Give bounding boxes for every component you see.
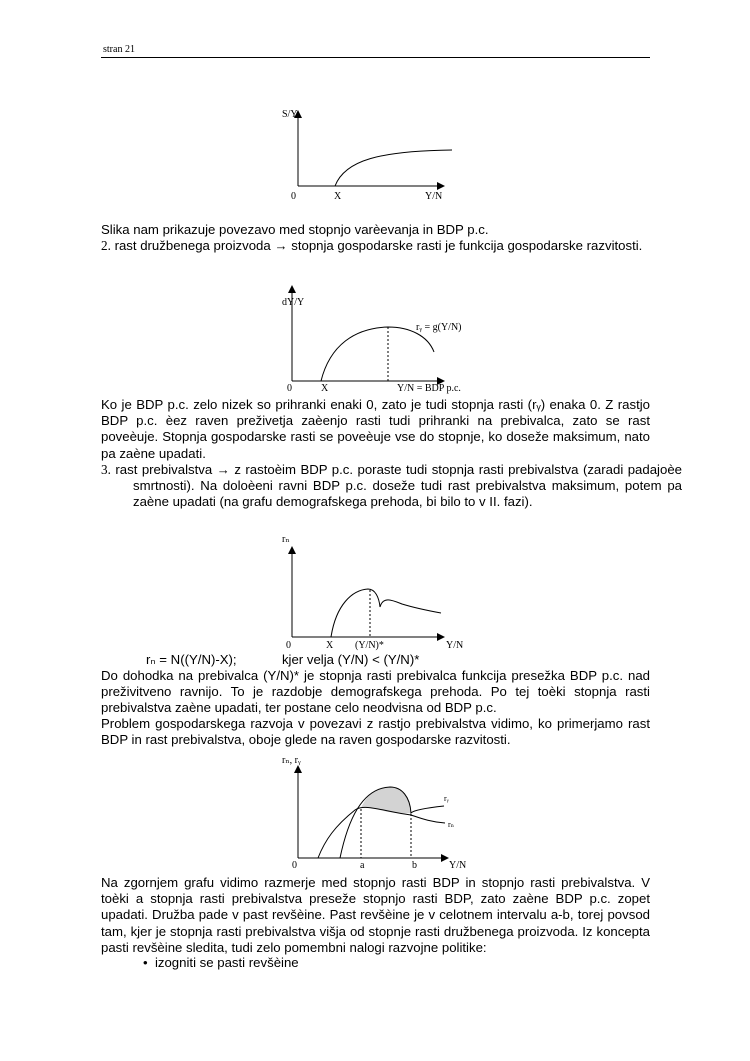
fig1-y-label: S/Y — [282, 109, 298, 120]
fig2-x-label: Y/N = BDP p.c. — [397, 383, 461, 394]
fig3-y-label: rₙ — [282, 534, 290, 545]
fig2-curve-label: rᵧ = g(Y/N) — [416, 322, 462, 333]
bullet-glyph: • — [143, 955, 155, 970]
fig4-rn-label: rₙ — [448, 820, 455, 829]
fig1-curve — [335, 150, 452, 186]
formula-left: rₙ = N((Y/N)-X); — [146, 652, 237, 667]
list-item-2-number: 2. — [101, 238, 111, 253]
bullet-item: izogniti se pasti revšèine — [154, 955, 299, 970]
fig3-x-star: (Y/N)* — [355, 640, 384, 651]
fig4-x-label: Y/N — [449, 860, 467, 871]
fig3-x-label: Y/N — [446, 640, 464, 651]
list-item-2 — [101, 238, 682, 254]
fig3-x-mark: X — [326, 640, 334, 651]
figure-poverty-trap — [282, 755, 466, 871]
figure-savings-rate — [282, 109, 452, 202]
paragraph-poverty-trap: Na zgornjem grafu vidimo razmerje med stopnjo rasti BDP in stopnjo rasti prebivalstva. V toèki a stopnja rasti prebivalstva preseže stopnjo rasti BDP, zato zaène BDP p.c. zopet upadati. Družba pade v past revšèine. Past revšèine je v celotnem intervalu a-b, torej povsod tam, kjer je stopnja rasti prebivalstva višja od stopnje rasti družbenega proizvoda. Iz koncepta pasti revšèine sledita, tudi zelo pomembni nalogi razvojne politike: — [101, 875, 650, 955]
fig1-origin: 0 — [291, 191, 296, 202]
fig4-y-label: rₙ, rᵧ — [282, 755, 301, 766]
fig2-x-mark: X — [321, 383, 329, 394]
list-item-3-text: rast prebivalstva → z rastoèim BDP p.c. poraste tudi stopnja rasti prebivalstva (zaradi padajoèe smrtnosti). Na doloèeni ravni BDP p.c. doseže tudi rast prebivalstva maksimum, potem pa zaène upadati (na grafu demografskega prehoda, bi bilo to v II. fazi). — [115, 462, 682, 510]
figure-population-growth — [282, 534, 463, 651]
fig4-ry-label: rᵧ — [444, 794, 449, 803]
fig2-y-label: dY/Y — [282, 297, 305, 308]
list-item-3-number: 3. — [101, 462, 111, 477]
caption-figure1: Slika nam prikazuje povezavo med stopnjo varèevanja in BDP p.c. — [101, 222, 489, 237]
formula-line — [146, 652, 419, 668]
fig4-origin: 0 — [292, 860, 297, 871]
bullet-list — [143, 955, 299, 970]
page-header: stran 21 — [103, 44, 135, 55]
paragraph-demographic-transition: Do dohodka na prebivalca (Y/N)* je stopnja rasti prebivalca funkcija presežka BDP p.c. nad preživitveno ravnijo. To je razdobje demografskega prehoda. Po tej toèki stopnja rasti prebivalstva zaène upadati, ter postane celo neodvisna od BDP p.c. — [101, 668, 650, 716]
fig2-origin: 0 — [287, 383, 292, 394]
figure-gdp-growth — [282, 286, 462, 394]
fig4-rn-curve — [318, 807, 445, 858]
formula-right: kjer velja (Y/N) < (Y/N)* — [281, 652, 420, 667]
fig2-curve — [321, 327, 434, 381]
paragraph-problem: Problem gospodarskega razvoja v povezavi z rastjo prebivalstva vidimo, ko primerjamo rast BDP in rast prebivalstva, oboje glede na raven gospodarske razvitosti. — [101, 716, 650, 748]
list-item-2-text: rast družbenega proizvoda → stopnja gospodarske rasti je funkcija gospodarske razvitosti. — [114, 238, 643, 253]
fig1-x-label: Y/N — [425, 191, 443, 202]
list-item-3 — [101, 462, 682, 511]
fig3-curve — [331, 589, 441, 637]
fig3-origin: 0 — [286, 640, 291, 651]
fig4-b-mark: b — [412, 860, 417, 871]
fig4-shaded-area — [361, 787, 411, 813]
paragraph-gdp-growth: Ko je BDP p.c. zelo nizek so prihranki enaki 0, zato je tudi stopnja rasti (rᵧ) enaka 0. Z rastjo BDP p.c. èez raven preživetja zaèenjo rasti tudi prihranki na prebivalca, zato se rast poveèuje. Stopnja gospodarske rasti se poveèuje vse do stopnje, ko doseže maksimum, nato pa zaène upadati. — [101, 397, 650, 461]
fig4-a-mark: a — [360, 860, 365, 871]
fig1-x-mark: X — [334, 191, 342, 202]
